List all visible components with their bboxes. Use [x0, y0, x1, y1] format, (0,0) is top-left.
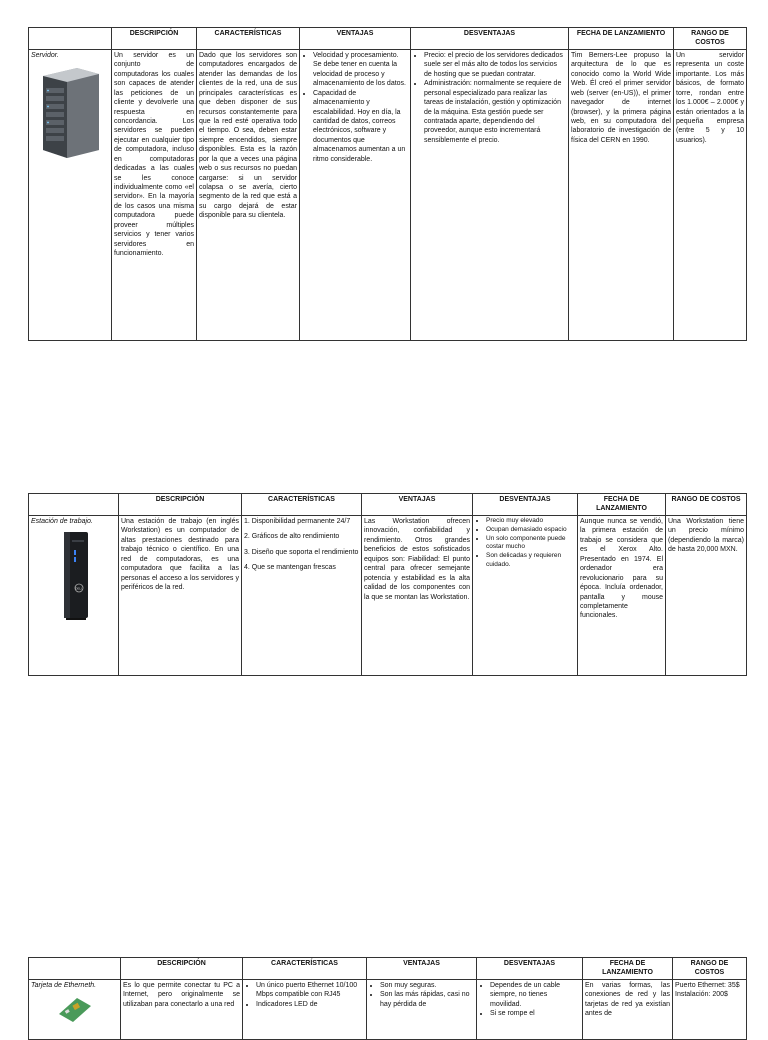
caracteristica-item: • Indicadores LED de: [256, 1000, 364, 1009]
header-costos: RANGO DE COSTOS: [666, 494, 747, 516]
header-caracteristicas: CARACTERÍSTICAS: [197, 28, 300, 50]
header-fecha: FECHA DE LANZAMIENTO: [583, 958, 673, 980]
caracteristica-item: 4. Que se mantengan frescas: [244, 564, 336, 572]
caracteristica-item: • Un único puerto Ethernet 10/100 Mbps compatible con RJ45: [256, 981, 364, 1000]
workstation-image: [31, 530, 116, 622]
header-caracteristicas: CARACTERÍSTICAS: [243, 958, 367, 980]
costo-puerto: Puerto Ethernet: 35$: [675, 982, 740, 989]
table-ethernet: [28, 957, 747, 1040]
servidor-fecha: Tim Berners-Lee propuso la arquitectura de lo que es conocido como la World Wide Web. Él creó el primer servidor web (server (en-US)), el primer navegador de internet (browser), y la primera página web, en su computadora del laboratorio de investigación de física del CERN en 1990.: [569, 49, 674, 340]
header-descripcion: DESCRIPCIÓN: [112, 28, 197, 50]
estacion-fecha: Aunque nunca se vendió, la primera estación de trabajo se considera que es el Xerox Alto. Presentado en 1974. El ordenador era revolucionario para su época. Incluía ordenador, pantalla y mouse completamente funcionales.: [578, 516, 666, 676]
servidor-caracteristicas: Dado que los servidores son computadores encargados de atender las demandas de los clientes de la red, una de sus principales características es que deben disponer de sus recursos constantemente para que la red esté operativa todo el tiempo. O sea, deben estar siempre encendidos, siempre disponibles. Esta es la razón por la que a veces una página web o sus recursos no puedan cargarse: si un servidor colapsa o se avería, cierto segmento de la red que está a su cargo dejará de estar disponible para su clientela.: [197, 49, 300, 340]
estacion-ventajas: Las Workstation ofrecen innovación, confiabilidad y rendimiento. Otros grandes beneficios de estos sofisticados equipos son: Fiabilidad: El punto central para ofrecer semejante potencia y estabilidad es la alta calidad de los componentes con la que se montan las Workstation.: [362, 516, 473, 676]
header-ventajas: VENTAJAS: [300, 28, 411, 50]
header-desventajas: DESVENTAJAS: [411, 28, 569, 50]
table-servidor: [28, 27, 747, 341]
estacion-descripcion: Una estación de trabajo (en inglés Workstation) es un computador de altas prestaciones destinado para trabajo técnico o científico. En una red de computadoras, es una computadora que facilita a las personas el acceso a los servidores y periféricos de la red.: [119, 516, 242, 676]
header-desventajas: DESVENTAJAS: [473, 494, 578, 516]
caracteristica-item: 1. Disponibilidad permanente 24/7: [244, 518, 351, 525]
ethernet-ventajas: [367, 980, 477, 1040]
server-image: [31, 66, 109, 158]
ventaja-item: • Son las más rápidas, casi no hay pérdida de: [380, 990, 474, 1009]
caracteristica-item: 2. Gráficos de alto rendimiento: [244, 533, 340, 541]
estacion-costos: Una Workstation tiene un precio mínimo (dependiendo la marca) de hasta 20,000 MXN.: [666, 516, 747, 676]
svg-text:DELL: DELL: [74, 586, 83, 591]
ventaja-item: • Capacidad de almacenamiento y escalabilidad. Hoy en día, la cantidad de datos, correos electrónicos, software y documentos que almacenamos aumentan a un ritmo considerable.: [313, 89, 408, 165]
network-card-icon: [55, 992, 95, 1022]
desventaja-item: • Precio muy elevado: [486, 517, 575, 526]
header-ventajas: VENTAJAS: [367, 958, 477, 980]
ethernet-costos: [673, 980, 747, 1040]
desventaja-item: • Precio: el precio de los servidores dedicados suele ser el más alto de todos los servicios de hosting que se puedan contratar.: [424, 51, 566, 79]
header-fecha: FECHA DE LANZAMIENTO: [578, 494, 666, 516]
header-costos: RANGO DE COSTOS: [674, 28, 747, 50]
header-fecha: FECHA DE LANZAMIENTO: [569, 28, 674, 50]
ethernet-descripcion: Es lo que permite conectar tu PC a Internet, pero originalmente se utilizaban para conectarlo a una red: [121, 980, 243, 1040]
header-empty: [29, 28, 112, 50]
desventaja-item: • Si se rompe el: [490, 1009, 580, 1018]
ethernet-card-image: [31, 992, 118, 1022]
workstation-tower-icon: [54, 530, 94, 622]
caracteristica-item: 3. Diseño que soporta el rendimiento: [244, 548, 359, 556]
header-costos: RANGO DE COSTOS: [673, 958, 747, 980]
header-descripcion: DESCRIPCIÓN: [121, 958, 243, 980]
desventaja-item: • Son delicadas y requieren cuidado.: [486, 552, 575, 570]
table-estacion: [28, 493, 747, 676]
servidor-descripcion: Un servidor es un conjunto de computadoras los cuales son capaces de atender las peticiones de un cliente y devolverle una respuesta en concordancia. Los servidores se pueden ejecutar en cualquier tipo de computadora, incluso en computadoras dedicadas a las cuales se les conoce individualmente como «el servidor». En la mayoría de los casos una misma computadora puede proveer múltiples servicios y tener varios servidores en funcionamiento.: [112, 49, 197, 340]
row-label: Servidor.: [31, 51, 59, 59]
desventaja-item: • Ocupan demasiado espacio: [486, 526, 575, 535]
header-desventajas: DESVENTAJAS: [477, 958, 583, 980]
row-label-cell: [29, 980, 121, 1040]
desventaja-item: • Dependes de un cable siempre, no tienes movilidad.: [490, 981, 580, 1009]
server-rack-icon: [37, 66, 103, 158]
servidor-ventajas: [300, 49, 411, 340]
costo-instalacion: Instalación: 200$: [675, 991, 728, 999]
header-caracteristicas: CARACTERÍSTICAS: [242, 494, 362, 516]
estacion-desventajas: [473, 516, 578, 676]
servidor-costos: Un servidor representa un coste importante. Los más básicos, de formato torre, rondan entre los 1.000€ – 2.000€ y están orientados a la pequeña empresa (entre 5 y 10 usuarios).: [674, 49, 747, 340]
ethernet-fecha: En varias formas, las conexiones de red y las tarjetas de red ya existían antes de: [583, 980, 673, 1040]
ethernet-desventajas: [477, 980, 583, 1040]
row-label: Tarjeta de Etherneth.: [31, 982, 97, 989]
ventaja-item: • Son muy seguras.: [380, 981, 474, 990]
servidor-desventajas: [411, 49, 569, 340]
header-ventajas: VENTAJAS: [362, 494, 473, 516]
header-empty: [29, 958, 121, 980]
ventaja-item: • Velocidad y procesamiento. Se debe tener en cuenta la velocidad de proceso y almacenamiento de los datos.: [313, 51, 408, 89]
desventaja-item: • Administración: normalmente se requiere de personal especializado para realizar las tareas de instalación, gestión y optimización de la máquina. Esta gestión puede ser contratada aparte, dependiendo del proveedor, aunque esto incrementará sensiblemente el precio.: [424, 79, 566, 145]
ethernet-caracteristicas: [243, 980, 367, 1040]
desventaja-item: • Un solo componente puede costar mucho: [486, 535, 575, 553]
header-empty: [29, 494, 119, 516]
row-label-cell: [29, 516, 119, 676]
row-label-cell: [29, 49, 112, 340]
header-descripcion: DESCRIPCIÓN: [119, 494, 242, 516]
row-label: Estación de trabajo.: [31, 518, 93, 525]
estacion-caracteristicas: [242, 516, 362, 676]
